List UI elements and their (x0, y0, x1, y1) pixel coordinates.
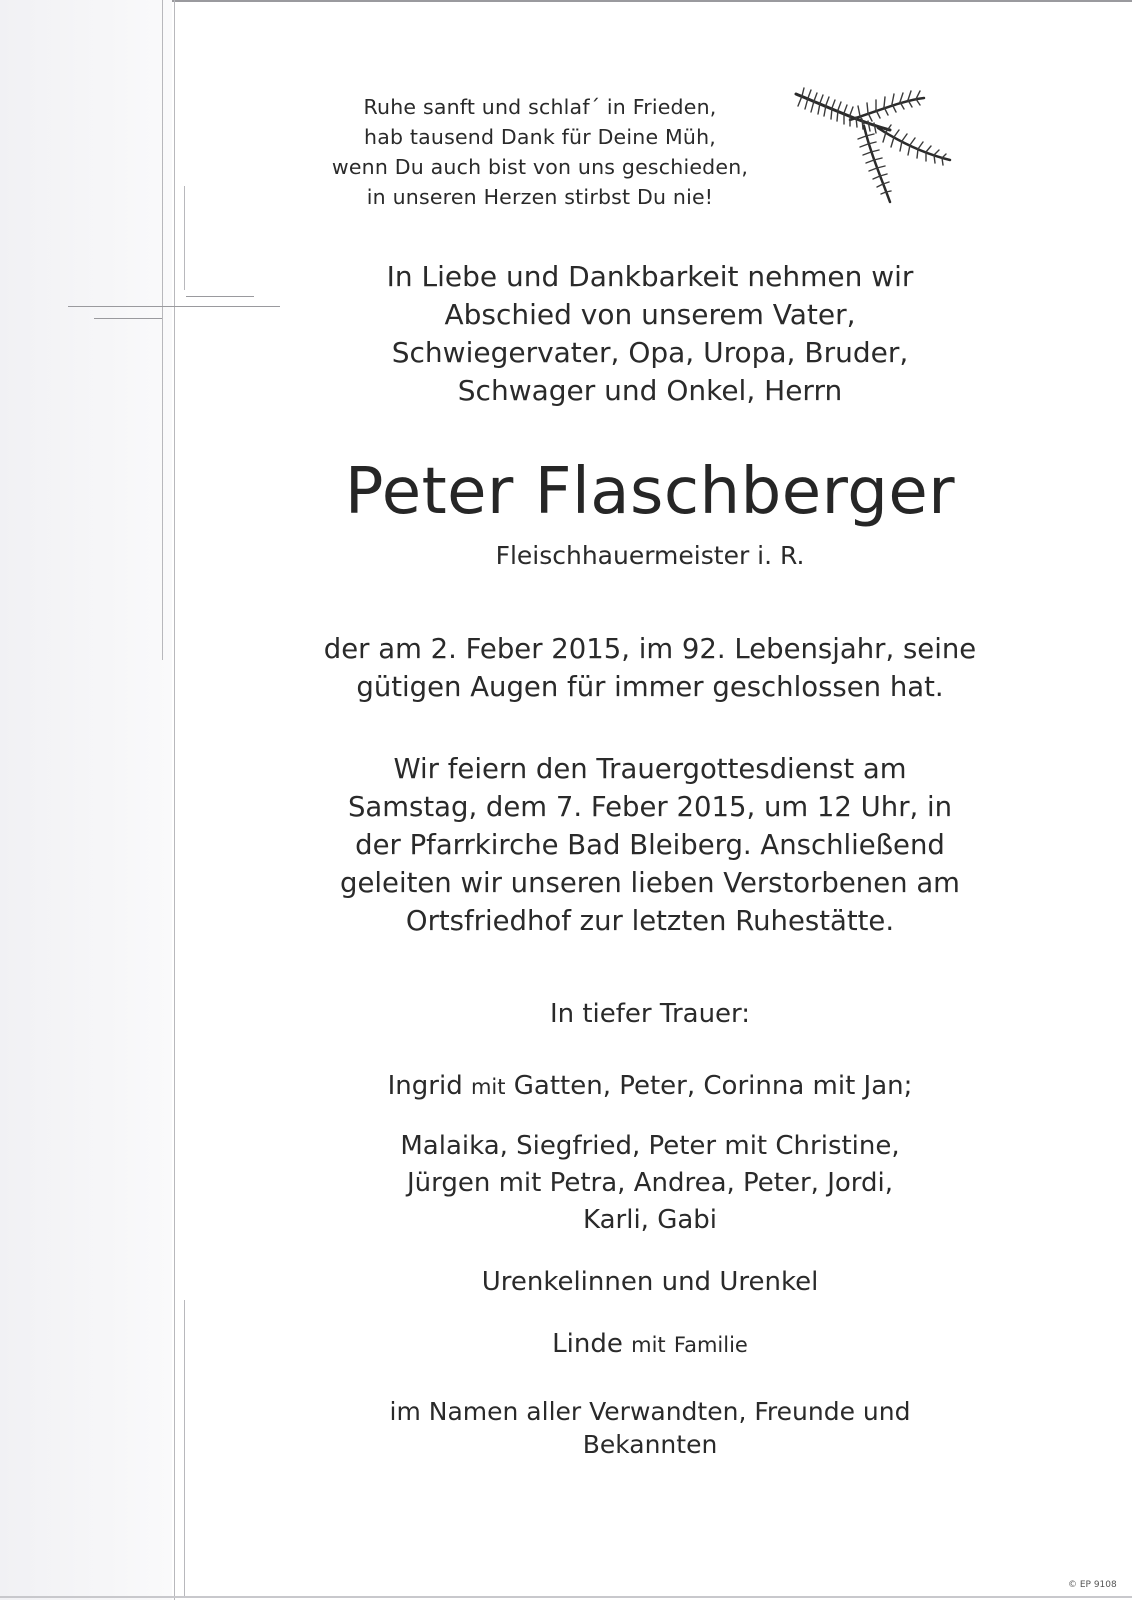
service-line: geleiten wir unseren lieben Verstorbenen am (340, 867, 960, 899)
funeral-service (300, 750, 1000, 940)
farewell-intro (300, 258, 1000, 410)
deceased-title: Fleischhauermeister i. R. (495, 541, 805, 570)
cross-vertical-line-upper (184, 186, 185, 290)
family-name: Gatten, Peter, Corinna mit Jan; (513, 1071, 913, 1101)
family-name: Linde (552, 1329, 623, 1359)
family-group-sibling (300, 1326, 1000, 1363)
poem-line: in unseren Herzen stirbst Du nie! (366, 185, 714, 209)
intro-line: Schwager und Onkel, Herrn (457, 374, 843, 407)
cross-vertical-line-left (162, 0, 163, 660)
death-notice-line: der am 2. Feber 2015, im 92. Lebensjahr, seine (323, 633, 977, 665)
family-line: Jürgen mit Petra, Andrea, Peter, Jordi, (406, 1168, 894, 1198)
copyright-note: © EP 9108 (1068, 1580, 1117, 1590)
family-name: Ingrid (387, 1071, 463, 1101)
family-line: im Namen aller Verwandten, Freunde und (389, 1397, 911, 1426)
poem-line: wenn Du auch bist von uns geschieden, (331, 155, 749, 179)
bottom-border (0, 1596, 1132, 1598)
deceased-name: Peter Flaschberger (344, 455, 956, 529)
intro-line: Schwiegervater, Opa, Uropa, Bruder, (391, 336, 909, 369)
family-group-grandchildren (300, 1128, 1000, 1239)
intro-line: In Liebe und Dankbarkeit nehmen wir (386, 260, 914, 293)
intro-line: Abschied von unserem Vater, (444, 298, 856, 331)
family-line: Karli, Gabi (583, 1205, 717, 1235)
family-connector: mit (631, 1333, 666, 1357)
poem (300, 92, 780, 212)
mourning-heading: In tiefer Trauer: (549, 999, 751, 1029)
cross-horizontal-line (68, 306, 280, 307)
death-notice (300, 630, 1000, 706)
family-connector: mit (470, 1075, 506, 1099)
cross-arm-upper (186, 296, 254, 297)
family-group-children (300, 1068, 1000, 1105)
service-line: Samstag, dem 7. Feber 2015, um 12 Uhr, in (347, 791, 953, 823)
family-group-relatives (300, 1395, 1000, 1461)
poem-line: Ruhe sanft und schlaf´ in Frieden, (363, 95, 717, 119)
death-notice-line: gütigen Augen für immer geschlossen hat. (356, 671, 944, 703)
panel-inner-line-lower (184, 1300, 185, 1596)
fir-branch-icon (790, 86, 962, 210)
service-line: der Pfarrkirche Bad Bleiberg. Anschließend (355, 829, 945, 861)
panel-edge-line (174, 0, 175, 1600)
cross-arm-lower (94, 318, 162, 319)
service-line: Ortsfriedhof zur letzten Ruhestätte. (405, 905, 895, 937)
family-group-great-grandchildren: Urenkelinnen und Urenkel (481, 1267, 819, 1297)
family-name: Familie (673, 1333, 748, 1357)
left-panel (0, 0, 172, 1600)
service-line: Wir feiern den Trauergottesdienst am (393, 753, 907, 785)
poem-line: hab tausend Dank für Deine Müh, (364, 125, 716, 149)
family-line: Malaika, Siegfried, Peter mit Christine, (400, 1131, 900, 1161)
family-line: Bekannten (582, 1430, 718, 1459)
